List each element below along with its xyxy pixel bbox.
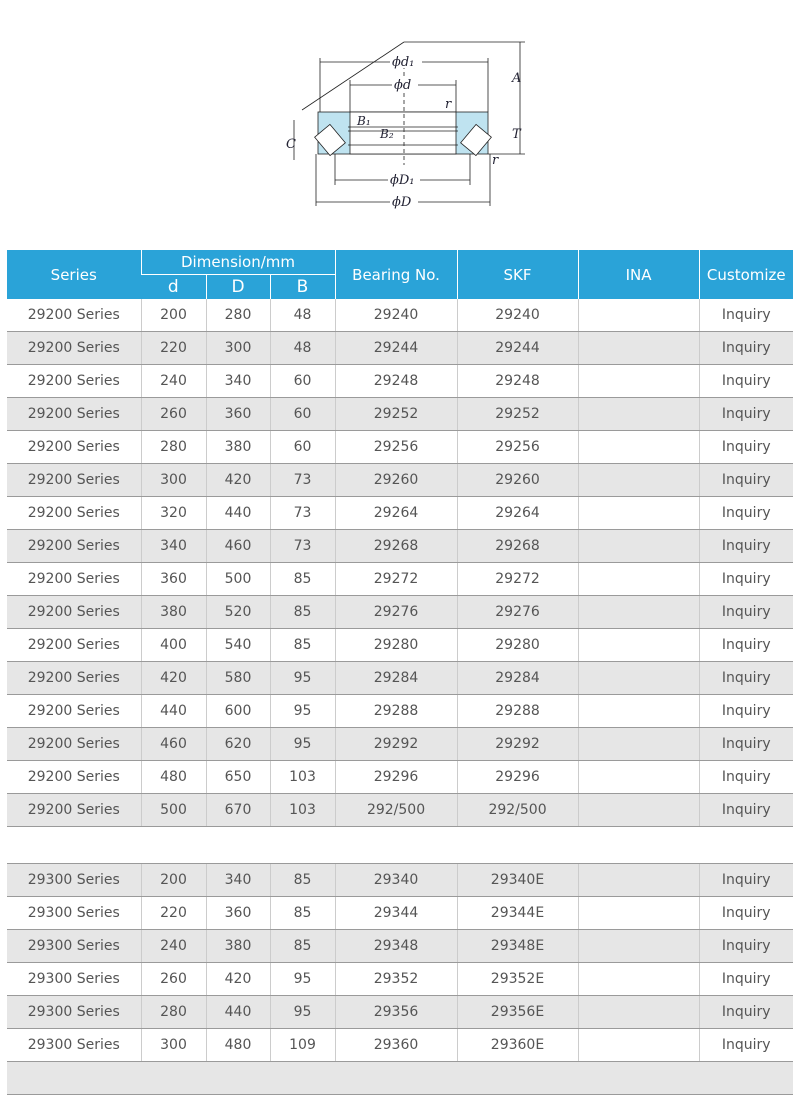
cell-B: 85 xyxy=(270,596,335,629)
cell-ina xyxy=(578,897,699,930)
table-row xyxy=(7,864,793,897)
cell-ina xyxy=(578,996,699,1029)
cell-skf: 29284 xyxy=(457,662,578,695)
table-row xyxy=(7,497,793,530)
cell-series: 29200 Series xyxy=(7,794,141,827)
cell-series: 29300 Series xyxy=(7,864,141,897)
cell-D: 520 xyxy=(206,596,270,629)
col-series: Series xyxy=(7,250,141,299)
cell-bearing-no: 29256 xyxy=(335,431,457,464)
col-dimension: Dimension/mm xyxy=(141,250,335,275)
cell-customize[interactable]: Inquiry xyxy=(699,563,793,596)
cell-bearing-no: 29356 xyxy=(335,996,457,1029)
cell-series: 29200 Series xyxy=(7,431,141,464)
svg-text:ϕd₁: ϕd₁ xyxy=(392,55,415,70)
cell-D: 540 xyxy=(206,629,270,662)
cell-customize[interactable]: Inquiry xyxy=(699,761,793,794)
cell-d: 480 xyxy=(141,761,206,794)
cell-B: 48 xyxy=(270,332,335,365)
cell-series: 29200 Series xyxy=(7,728,141,761)
cell-series: 29200 Series xyxy=(7,365,141,398)
cell-D: 380 xyxy=(206,930,270,963)
cell-customize[interactable]: Inquiry xyxy=(699,464,793,497)
cell-series: 29200 Series xyxy=(7,398,141,431)
cell-ina xyxy=(578,864,699,897)
cell-skf: 29268 xyxy=(457,530,578,563)
cell-d: 300 xyxy=(141,1029,206,1062)
cell-skf: 29340E xyxy=(457,864,578,897)
cell-ina xyxy=(578,963,699,996)
cell-d: 440 xyxy=(141,695,206,728)
cell-series: 29300 Series xyxy=(7,930,141,963)
cell-customize[interactable]: Inquiry xyxy=(699,662,793,695)
cell-ina xyxy=(578,728,699,761)
cell-series: 29200 Series xyxy=(7,299,141,332)
cell-ina xyxy=(578,431,699,464)
svg-text:C: C xyxy=(286,137,296,152)
table-row xyxy=(7,464,793,497)
cell-customize[interactable]: Inquiry xyxy=(699,794,793,827)
cell-D: 280 xyxy=(206,299,270,332)
cell-skf: 29352E xyxy=(457,963,578,996)
cell-bearing-no: 29244 xyxy=(335,332,457,365)
cell-B: 95 xyxy=(270,662,335,695)
cell-B: 85 xyxy=(270,563,335,596)
col-customize: Customize xyxy=(699,250,793,299)
svg-text:r: r xyxy=(445,97,452,112)
cell-customize[interactable]: Inquiry xyxy=(699,897,793,930)
table-row xyxy=(7,431,793,464)
cell-skf: 29344E xyxy=(457,897,578,930)
col-skf: SKF xyxy=(457,250,578,299)
cell-bearing-no: 29360 xyxy=(335,1029,457,1062)
cell-D: 340 xyxy=(206,365,270,398)
cell-ina xyxy=(578,464,699,497)
cell-series: 29300 Series xyxy=(7,963,141,996)
table-row xyxy=(7,398,793,431)
cell-series: 29300 Series xyxy=(7,1029,141,1062)
cell-B: 85 xyxy=(270,864,335,897)
series-29200-table xyxy=(7,250,793,827)
cell-D: 480 xyxy=(206,1029,270,1062)
cell-d: 500 xyxy=(141,794,206,827)
series-29300-table xyxy=(7,863,793,1095)
table-row xyxy=(7,996,793,1029)
cell-skf: 29280 xyxy=(457,629,578,662)
cell-skf: 292/500 xyxy=(457,794,578,827)
svg-text:ϕd: ϕd xyxy=(394,78,412,93)
cell-skf: 29248 xyxy=(457,365,578,398)
svg-text:ϕD₁: ϕD₁ xyxy=(390,173,415,188)
cell-bearing-no: 29276 xyxy=(335,596,457,629)
table-row xyxy=(7,365,793,398)
cell-B: 103 xyxy=(270,794,335,827)
cell-d: 220 xyxy=(141,897,206,930)
cell-D: 500 xyxy=(206,563,270,596)
cell-B: 73 xyxy=(270,464,335,497)
table-row xyxy=(7,629,793,662)
cell-ina xyxy=(578,629,699,662)
cell-skf: 29256 xyxy=(457,431,578,464)
cell-bearing-no: 29252 xyxy=(335,398,457,431)
cell-series: 29200 Series xyxy=(7,464,141,497)
cell-D: 380 xyxy=(206,431,270,464)
cell-bearing-no: 29264 xyxy=(335,497,457,530)
cell-D: 580 xyxy=(206,662,270,695)
cell-D: 300 xyxy=(206,332,270,365)
cell-bearing-no: 29296 xyxy=(335,761,457,794)
cell-d: 220 xyxy=(141,332,206,365)
cell-bearing-no: 29344 xyxy=(335,897,457,930)
cell-customize[interactable]: Inquiry xyxy=(699,728,793,761)
cell-d: 360 xyxy=(141,563,206,596)
cell-series: 29300 Series xyxy=(7,996,141,1029)
cell-bearing-no: 29260 xyxy=(335,464,457,497)
cell-D: 340 xyxy=(206,864,270,897)
cell-ina xyxy=(578,794,699,827)
cell-bearing-no: 29280 xyxy=(335,629,457,662)
cell-customize[interactable]: Inquiry xyxy=(699,930,793,963)
cell-series: 29200 Series xyxy=(7,530,141,563)
cell-d: 260 xyxy=(141,398,206,431)
cell-d: 240 xyxy=(141,930,206,963)
cell-B: 48 xyxy=(270,299,335,332)
cell-d: 300 xyxy=(141,464,206,497)
table-row xyxy=(7,662,793,695)
cell-D: 670 xyxy=(206,794,270,827)
table-row xyxy=(7,596,793,629)
cell-ina xyxy=(578,761,699,794)
cell-D: 600 xyxy=(206,695,270,728)
col-d: d xyxy=(141,275,206,300)
cell-B: 95 xyxy=(270,996,335,1029)
cell-series: 29200 Series xyxy=(7,761,141,794)
table-row xyxy=(7,963,793,996)
empty-cell xyxy=(7,1062,793,1095)
cell-bearing-no: 29268 xyxy=(335,530,457,563)
cell-customize[interactable]: Inquiry xyxy=(699,365,793,398)
cell-bearing-no: 29248 xyxy=(335,365,457,398)
cell-B: 95 xyxy=(270,963,335,996)
cell-skf: 29348E xyxy=(457,930,578,963)
cell-d: 280 xyxy=(141,431,206,464)
cell-series: 29200 Series xyxy=(7,629,141,662)
cell-ina xyxy=(578,695,699,728)
cell-skf: 29272 xyxy=(457,563,578,596)
cell-d: 400 xyxy=(141,629,206,662)
cell-d: 280 xyxy=(141,996,206,1029)
cell-customize[interactable]: Inquiry xyxy=(699,596,793,629)
cell-customize[interactable]: Inquiry xyxy=(699,695,793,728)
cell-d: 260 xyxy=(141,963,206,996)
table-row xyxy=(7,332,793,365)
cell-customize[interactable]: Inquiry xyxy=(699,996,793,1029)
col-ina: INA xyxy=(578,250,699,299)
cell-series: 29200 Series xyxy=(7,563,141,596)
cell-B: 95 xyxy=(270,695,335,728)
cell-skf: 29252 xyxy=(457,398,578,431)
cell-ina xyxy=(578,497,699,530)
cell-B: 85 xyxy=(270,629,335,662)
svg-text:r: r xyxy=(492,153,499,168)
cell-bearing-no: 29352 xyxy=(335,963,457,996)
cell-bearing-no: 29340 xyxy=(335,864,457,897)
cell-D: 420 xyxy=(206,464,270,497)
cell-B: 73 xyxy=(270,497,335,530)
cell-D: 650 xyxy=(206,761,270,794)
cell-series: 29200 Series xyxy=(7,497,141,530)
cell-D: 440 xyxy=(206,497,270,530)
cell-D: 620 xyxy=(206,728,270,761)
cell-bearing-no: 29288 xyxy=(335,695,457,728)
cell-B: 85 xyxy=(270,897,335,930)
cell-customize[interactable]: Inquiry xyxy=(699,398,793,431)
cell-d: 380 xyxy=(141,596,206,629)
cell-bearing-no: 29348 xyxy=(335,930,457,963)
cell-d: 460 xyxy=(141,728,206,761)
cell-ina xyxy=(578,563,699,596)
svg-text:B₂: B₂ xyxy=(380,127,394,141)
cell-series: 29300 Series xyxy=(7,897,141,930)
cell-bearing-no: 29284 xyxy=(335,662,457,695)
cell-d: 420 xyxy=(141,662,206,695)
cell-customize[interactable]: Inquiry xyxy=(699,1029,793,1062)
cell-d: 340 xyxy=(141,530,206,563)
cell-ina xyxy=(578,530,699,563)
cell-customize[interactable]: Inquiry xyxy=(699,431,793,464)
bearing-dimension-diagram xyxy=(280,30,540,220)
cell-D: 460 xyxy=(206,530,270,563)
cell-B: 60 xyxy=(270,431,335,464)
svg-text:A: A xyxy=(512,71,522,86)
cell-B: 60 xyxy=(270,365,335,398)
svg-text:ϕD: ϕD xyxy=(392,195,412,210)
table-row xyxy=(7,563,793,596)
table-row xyxy=(7,930,793,963)
empty-row xyxy=(7,1062,793,1095)
cell-customize[interactable]: Inquiry xyxy=(699,332,793,365)
cell-series: 29200 Series xyxy=(7,596,141,629)
table-row xyxy=(7,761,793,794)
cell-skf: 29264 xyxy=(457,497,578,530)
cell-ina xyxy=(578,332,699,365)
cell-D: 420 xyxy=(206,963,270,996)
cell-series: 29200 Series xyxy=(7,662,141,695)
cell-B: 73 xyxy=(270,530,335,563)
table-row xyxy=(7,695,793,728)
cell-D: 360 xyxy=(206,398,270,431)
cell-ina xyxy=(578,299,699,332)
cell-skf: 29260 xyxy=(457,464,578,497)
cell-customize[interactable]: Inquiry xyxy=(699,629,793,662)
cell-bearing-no: 292/500 xyxy=(335,794,457,827)
cell-B: 60 xyxy=(270,398,335,431)
cell-d: 240 xyxy=(141,365,206,398)
table-row xyxy=(7,794,793,827)
cell-d: 320 xyxy=(141,497,206,530)
cell-skf: 29244 xyxy=(457,332,578,365)
col-bearing-no: Bearing No. xyxy=(335,250,457,299)
cell-skf: 29240 xyxy=(457,299,578,332)
table-row xyxy=(7,1029,793,1062)
cell-bearing-no: 29272 xyxy=(335,563,457,596)
cell-B: 109 xyxy=(270,1029,335,1062)
cell-bearing-no: 29292 xyxy=(335,728,457,761)
svg-text:B₁: B₁ xyxy=(357,114,371,128)
cell-skf: 29360E xyxy=(457,1029,578,1062)
cell-customize[interactable]: Inquiry xyxy=(699,530,793,563)
cell-ina xyxy=(578,596,699,629)
cell-skf: 29356E xyxy=(457,996,578,1029)
cell-D: 440 xyxy=(206,996,270,1029)
table-row xyxy=(7,728,793,761)
cell-d: 200 xyxy=(141,864,206,897)
cell-bearing-no: 29240 xyxy=(335,299,457,332)
cell-d: 200 xyxy=(141,299,206,332)
cell-ina xyxy=(578,1029,699,1062)
table-row xyxy=(7,530,793,563)
table-row xyxy=(7,299,793,332)
cell-series: 29200 Series xyxy=(7,695,141,728)
col-D: D xyxy=(206,275,270,300)
cell-customize[interactable]: Inquiry xyxy=(699,497,793,530)
cell-customize[interactable]: Inquiry xyxy=(699,864,793,897)
cell-B: 85 xyxy=(270,930,335,963)
cell-series: 29200 Series xyxy=(7,332,141,365)
cell-skf: 29292 xyxy=(457,728,578,761)
cell-ina xyxy=(578,930,699,963)
cell-ina xyxy=(578,365,699,398)
cell-skf: 29288 xyxy=(457,695,578,728)
cell-B: 95 xyxy=(270,728,335,761)
cell-B: 103 xyxy=(270,761,335,794)
cell-skf: 29296 xyxy=(457,761,578,794)
cell-ina xyxy=(578,398,699,431)
col-B: B xyxy=(270,275,335,300)
cell-skf: 29276 xyxy=(457,596,578,629)
cell-customize[interactable]: Inquiry xyxy=(699,963,793,996)
cell-ina xyxy=(578,662,699,695)
table-row xyxy=(7,897,793,930)
svg-text:T: T xyxy=(512,127,521,142)
cell-customize[interactable]: Inquiry xyxy=(699,299,793,332)
cell-D: 360 xyxy=(206,897,270,930)
